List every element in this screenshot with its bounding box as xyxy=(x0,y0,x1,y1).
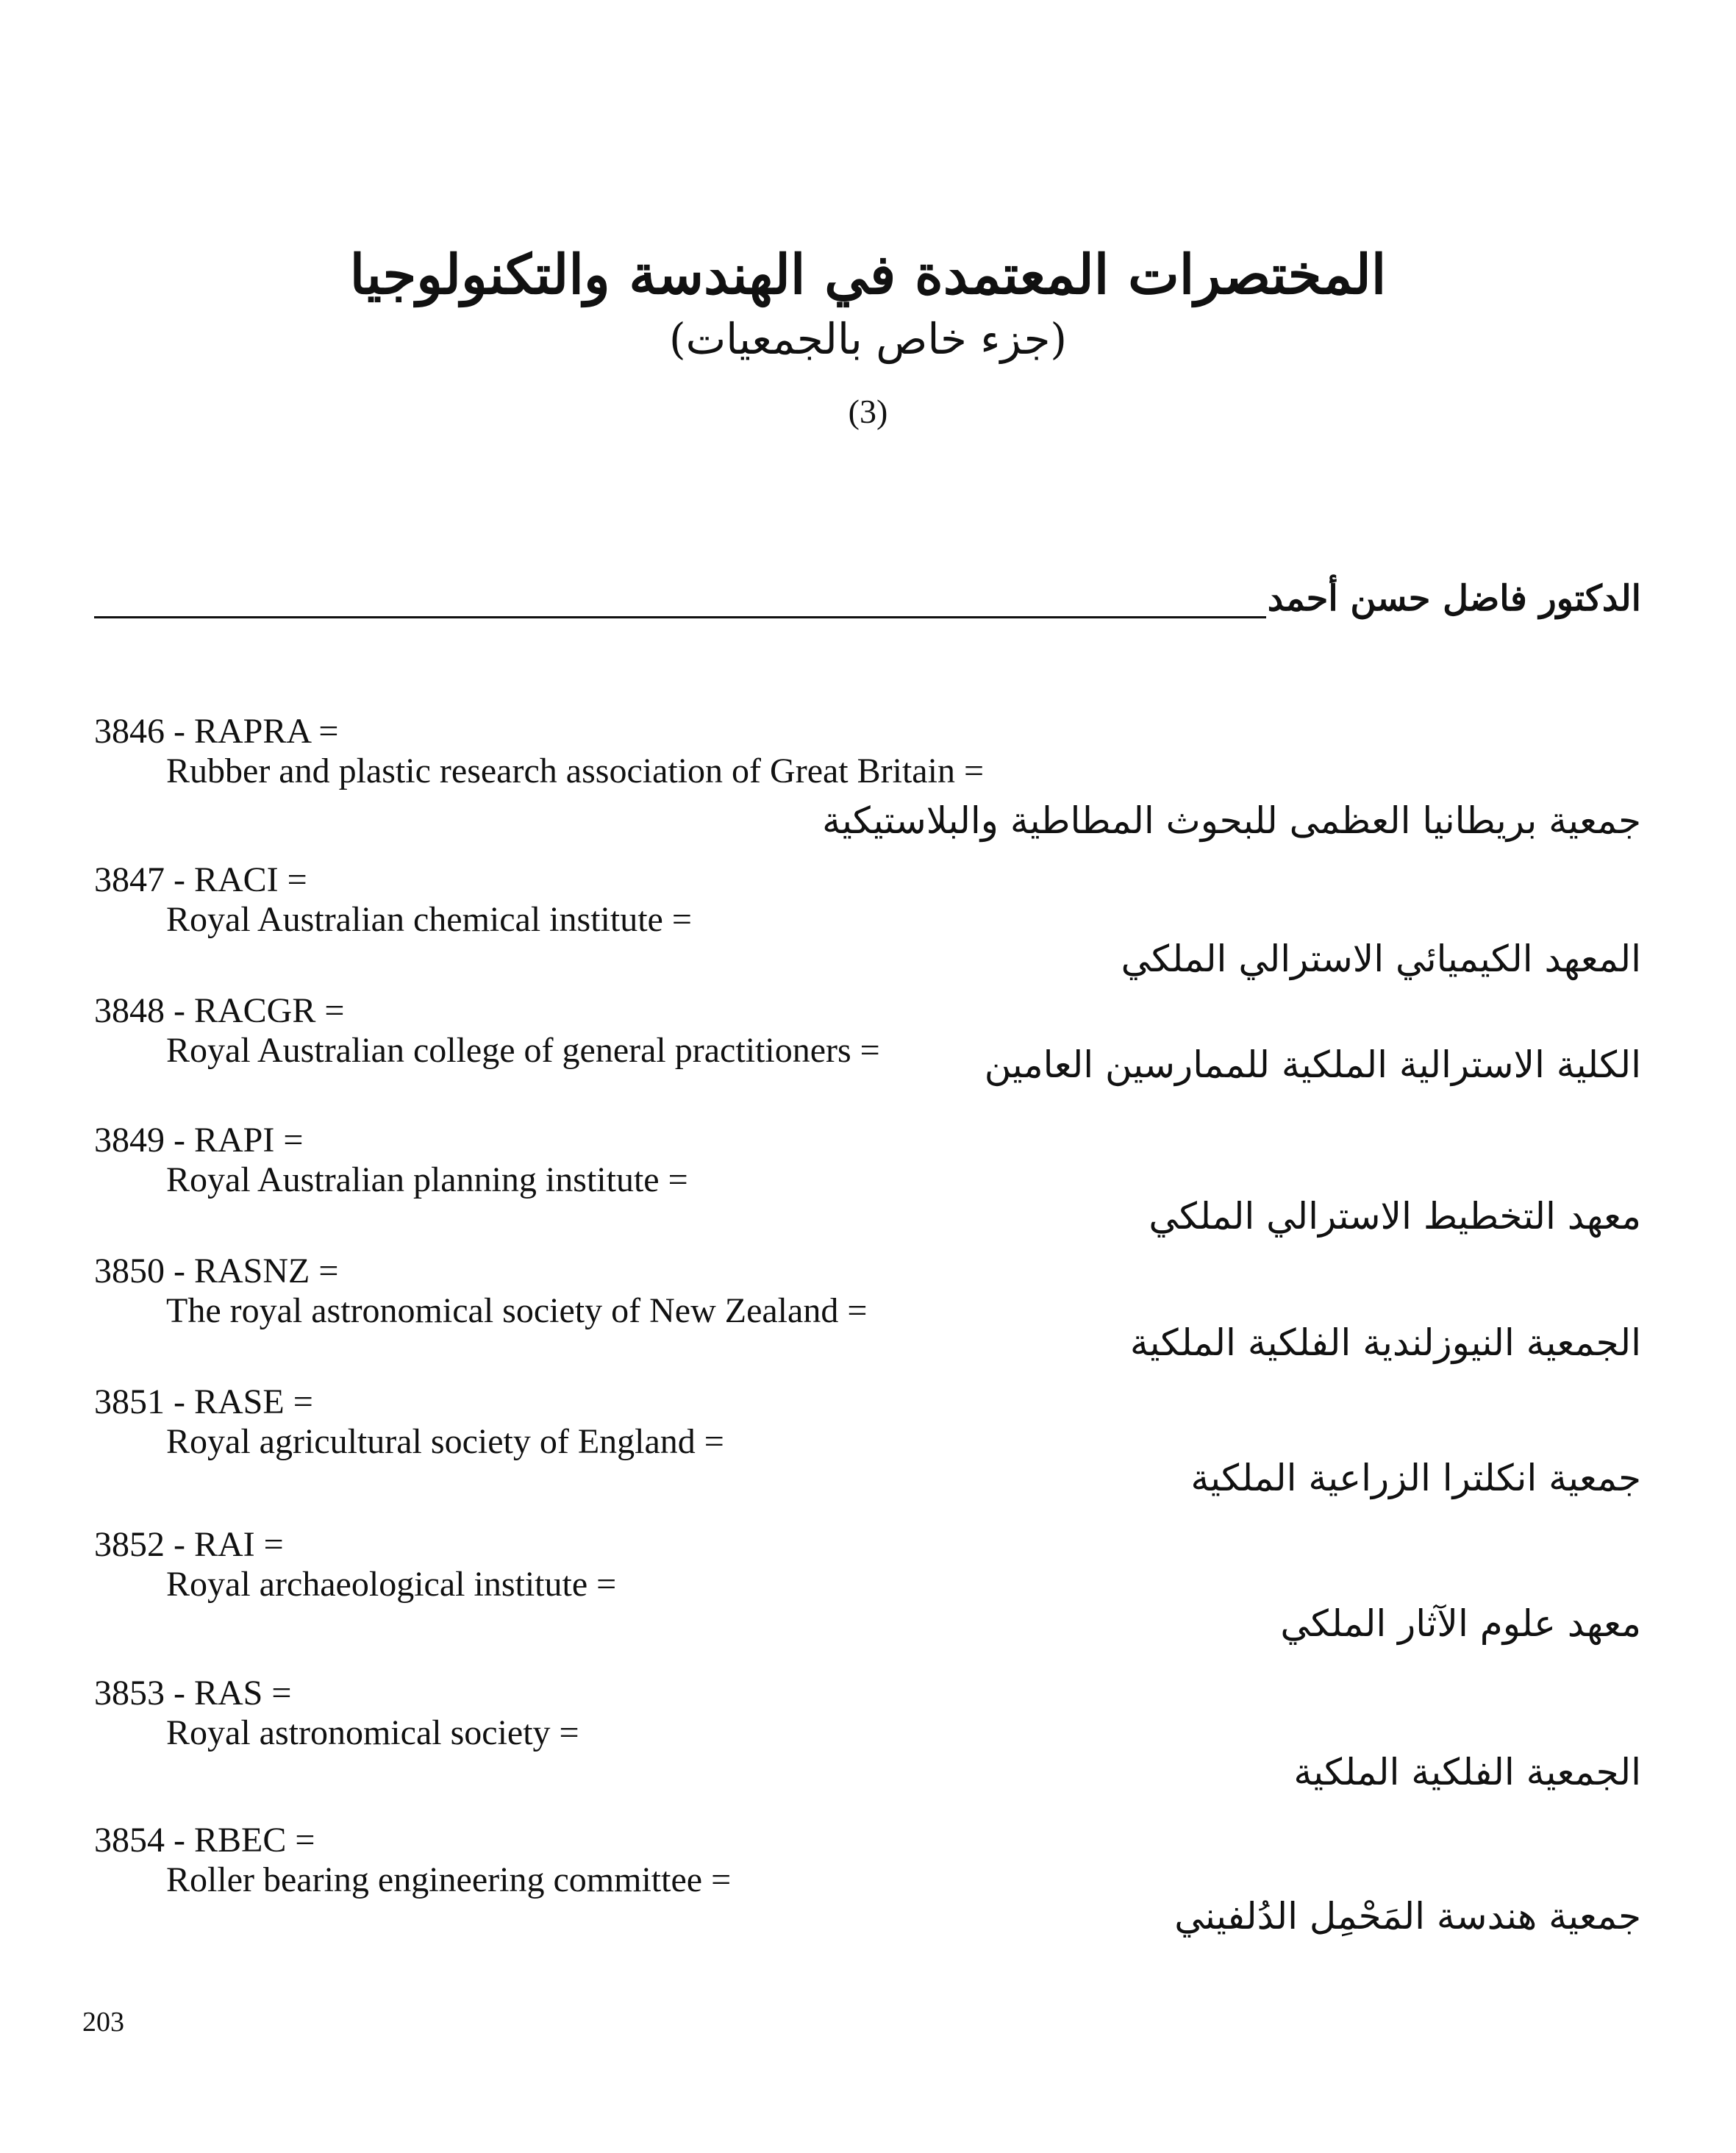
entry-number: 3853 xyxy=(94,1674,165,1713)
entry-heading: 3849 - RAPI = xyxy=(94,1121,304,1160)
entry-heading: 3853 - RAS = xyxy=(94,1674,292,1713)
entry-number: 3852 xyxy=(94,1525,165,1564)
entry-arabic: الجمعية الفلكية الملكية xyxy=(1293,1751,1641,1793)
entry-3854 xyxy=(94,1821,1641,1938)
entry-arabic: معهد علوم الآثار الملكي xyxy=(1280,1602,1641,1645)
entry-number: 3846 xyxy=(94,712,165,751)
entry-english: Royal astronomical society = xyxy=(166,1713,579,1752)
entry-3851 xyxy=(94,1382,1641,1499)
entry-abbreviation: RAPRA xyxy=(193,712,310,751)
entry-english: The royal astronomical society of New Zealand = xyxy=(166,1291,868,1330)
entry-3848 xyxy=(94,991,1641,1086)
entry-3846 xyxy=(94,712,1641,842)
entry-english: Royal Australian chemical institute = xyxy=(166,900,692,939)
document-title: المختصرات المعتمدة في الهندسة والتكنولوجيا xyxy=(349,243,1387,307)
entry-abbreviation: RASE xyxy=(193,1382,285,1421)
entry-abbreviation: RAS xyxy=(193,1674,263,1713)
entry-abbreviation: RASNZ xyxy=(193,1252,310,1290)
entry-english: Royal Australian college of general practitioners = xyxy=(166,1031,880,1070)
entry-abbreviation: RACGR xyxy=(193,991,316,1030)
entry-number: 3848 xyxy=(94,991,165,1030)
page-number: 203 xyxy=(82,2007,124,2038)
entry-abbreviation: RBEC xyxy=(193,1821,287,1860)
entry-english: Rubber and plastic research association of Great Britain = xyxy=(166,751,985,790)
entry-number: 3854 xyxy=(94,1821,165,1860)
entry-3847 xyxy=(94,860,1641,980)
entry-3849 xyxy=(94,1121,1641,1238)
entry-arabic: المعهد الكيميائي الاسترالي الملكي xyxy=(1121,938,1641,980)
entry-arabic: معهد التخطيط الاسترالي الملكي xyxy=(1149,1195,1641,1238)
entry-3850 xyxy=(94,1252,1641,1364)
entry-abbreviation: RAPI xyxy=(193,1121,275,1160)
entry-abbreviation: RACI xyxy=(193,860,279,899)
author-row xyxy=(94,578,1641,632)
title-block xyxy=(0,243,1736,432)
entry-number: 3849 xyxy=(94,1121,165,1160)
author-divider xyxy=(94,616,1266,618)
entry-heading: 3846 - RAPRA = xyxy=(94,712,339,751)
entry-arabic: الجمعية النيوزلندية الفلكية الملكية xyxy=(1129,1321,1641,1364)
entry-heading: 3850 - RASNZ = xyxy=(94,1252,339,1290)
entry-heading: 3854 - RBEC = xyxy=(94,1821,315,1860)
entry-arabic: الكلية الاسترالية الملكية للممارسين العامين xyxy=(984,1043,1641,1086)
document-subtitle: (جزء خاص بالجمعيات) xyxy=(668,313,1068,364)
part-number: (3) xyxy=(848,393,888,431)
entry-abbreviation: RAI xyxy=(193,1525,255,1564)
entry-3852 xyxy=(94,1525,1641,1645)
entry-number: 3850 xyxy=(94,1252,165,1290)
entry-number: 3847 xyxy=(94,860,165,899)
entry-arabic: جمعية انكلترا الزراعية الملكية xyxy=(1190,1457,1641,1499)
entry-arabic: جمعية بريطانيا العظمى للبحوث المطاطية والبلاستيكية xyxy=(822,799,1641,842)
entry-english: Roller bearing engineering committee = xyxy=(166,1860,732,1899)
author-name: الدكتور فاضل حسن أحمد xyxy=(1267,578,1641,619)
entry-heading: 3847 - RACI = xyxy=(94,860,307,899)
entry-arabic: جمعية هندسة المَحْمِل الدُلفيني xyxy=(1174,1895,1641,1938)
entry-english: Royal agricultural society of England = xyxy=(166,1422,724,1461)
entry-heading: 3851 - RASE = xyxy=(94,1382,313,1421)
entry-heading: 3852 - RAI = xyxy=(94,1525,284,1564)
entry-heading: 3848 - RACGR = xyxy=(94,991,345,1030)
entry-number: 3851 xyxy=(94,1382,165,1421)
entry-3853 xyxy=(94,1674,1641,1793)
entry-english: Royal archaeological institute = xyxy=(166,1565,617,1604)
entry-english: Royal Australian planning institute = xyxy=(166,1160,688,1199)
